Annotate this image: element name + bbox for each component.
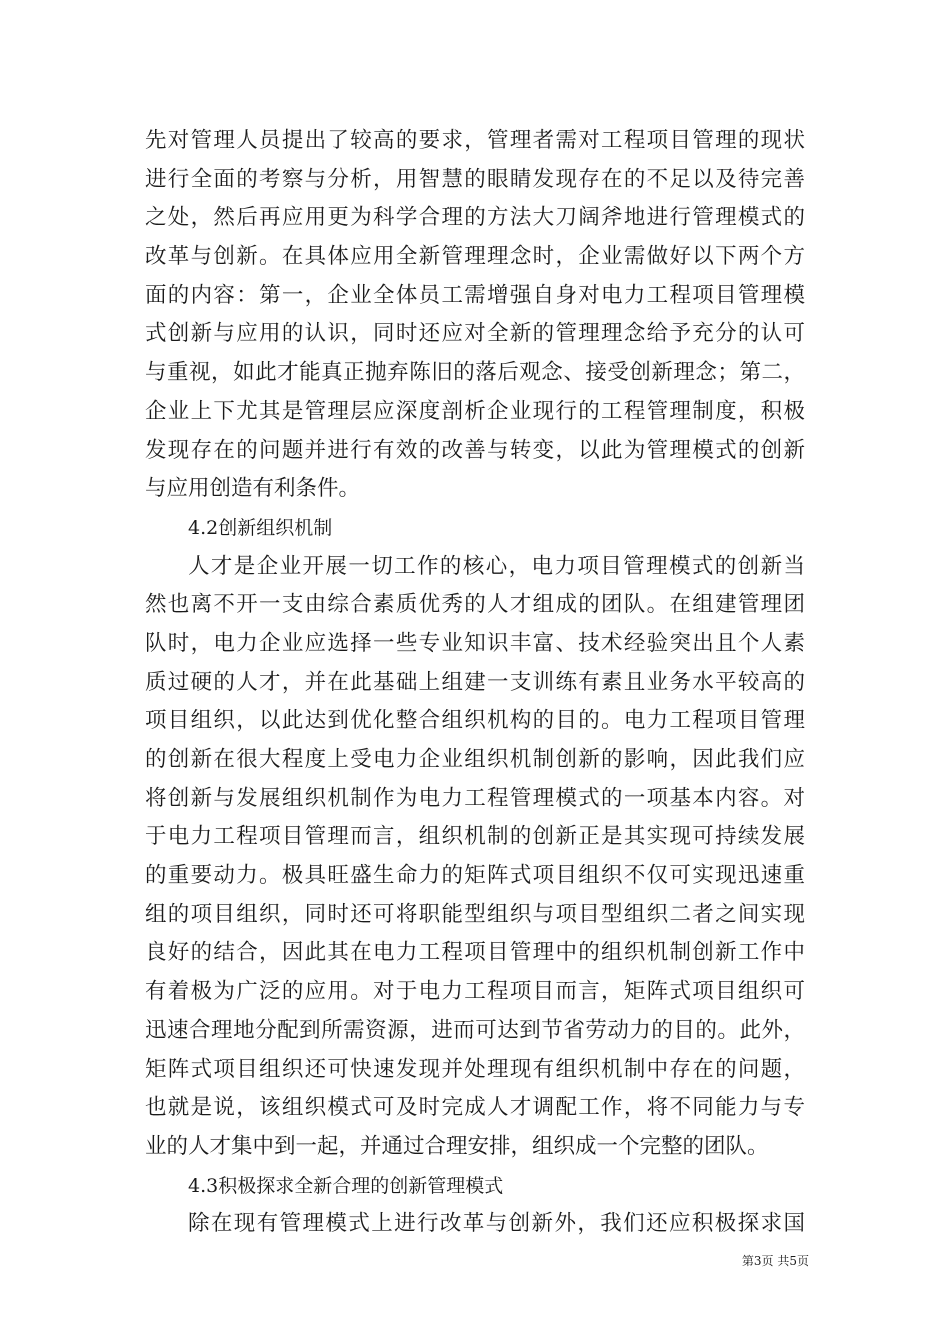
paragraph-management-concept <box>145 122 805 509</box>
text-line: 组的项目组织，同时还可将职能型组织与项目型组织二者之间实现 <box>145 901 805 927</box>
text-line: 迅速合理地分配到所需资源，进而可达到节省劳动力的目的。此外， <box>145 1017 805 1043</box>
text-line: 业的人才集中到一起，并通过合理安排，组织成一个完整的团队。 <box>145 1133 769 1159</box>
text-line: 质过硬的人才，并在此基础上组建一支训练有素且业务水平较高的 <box>145 669 805 695</box>
text-line: 的重要动力。极具旺盛生命力的矩阵式项目组织不仅可实现迅速重 <box>145 863 805 889</box>
text-line: 将创新与发展组织机制作为电力工程管理模式的一项基本内容。对 <box>145 785 805 811</box>
page-number-footer: 第3页 共5页 <box>741 1254 809 1268</box>
text-line: 改革与创新。在具体应用全新管理理念时，企业需做好以下两个方 <box>145 244 805 270</box>
text-line: 面的内容：第一，企业全体员工需增强自身对电力工程项目管理模 <box>145 282 805 308</box>
text-line: 之处，然后再应用更为科学合理的方法大刀阔斧地进行管理模式的 <box>145 205 805 231</box>
text-line: 于电力工程项目管理而言，组织机制的创新正是其实现可持续发展 <box>145 824 805 850</box>
text-line: 企业上下尤其是管理层应深度剖析企业现行的工程管理制度，积极 <box>145 398 805 424</box>
paragraph-organization-mechanism <box>145 548 805 1167</box>
text-line: 的创新在很大程度上受电力企业组织机制创新的影响，因此我们应 <box>145 747 805 772</box>
text-line: 式创新与应用的认识，同时还应对全新的管理理念给予充分的认可 <box>145 321 805 347</box>
text-line: 发现存在的问题并进行有效的改善与转变，以此为管理模式的创新 <box>145 437 805 463</box>
text-line: 队时，电力企业应选择一些专业知识丰富、技术经验突出且个人素 <box>145 630 805 656</box>
text-line: 良好的结合，因此其在电力工程项目管理中的组织机制创新工作中 <box>145 940 805 966</box>
text-line: 矩阵式项目组织还可快速发现并处理现有组织机制中存在的问题， <box>145 1056 805 1082</box>
text-line: 先对管理人员提出了较高的要求，管理者需对工程项目管理的现状 <box>145 128 805 153</box>
text-line: 人才是企业开展一切工作的核心，电力项目管理模式的创新当 <box>188 553 805 579</box>
section-heading-4-2: 4.2创新组织机制 <box>188 516 333 539</box>
text-line: 有着极为广泛的应用。对于电力工程项目而言，矩阵式项目组织可 <box>145 979 805 1005</box>
document-body <box>145 122 805 1244</box>
text-line: 除在现有管理模式上进行改革与创新外，我们还应积极探求国 <box>188 1211 805 1237</box>
section-heading-4-3: 4.3积极探求全新合理的创新管理模式 <box>188 1174 504 1197</box>
text-line: 项目组织，以此达到优化整合组织机构的目的。电力工程项目管理 <box>145 708 805 734</box>
text-line: 也就是说，该组织模式可及时完成人才调配工作，将不同能力与专 <box>145 1095 805 1121</box>
text-line: 进行全面的考察与分析，用智慧的眼睛发现存在的不足以及待完善 <box>145 166 805 192</box>
text-line: 与重视，如此才能真正抛弃陈旧的落后观念、接受创新理念；第二， <box>145 360 805 386</box>
text-line: 与应用创造有利条件。 <box>145 476 361 502</box>
paragraph-new-management-model <box>145 1205 805 1244</box>
text-line: 然也离不开一支由综合素质优秀的人才组成的团队。在组建管理团 <box>145 592 805 618</box>
